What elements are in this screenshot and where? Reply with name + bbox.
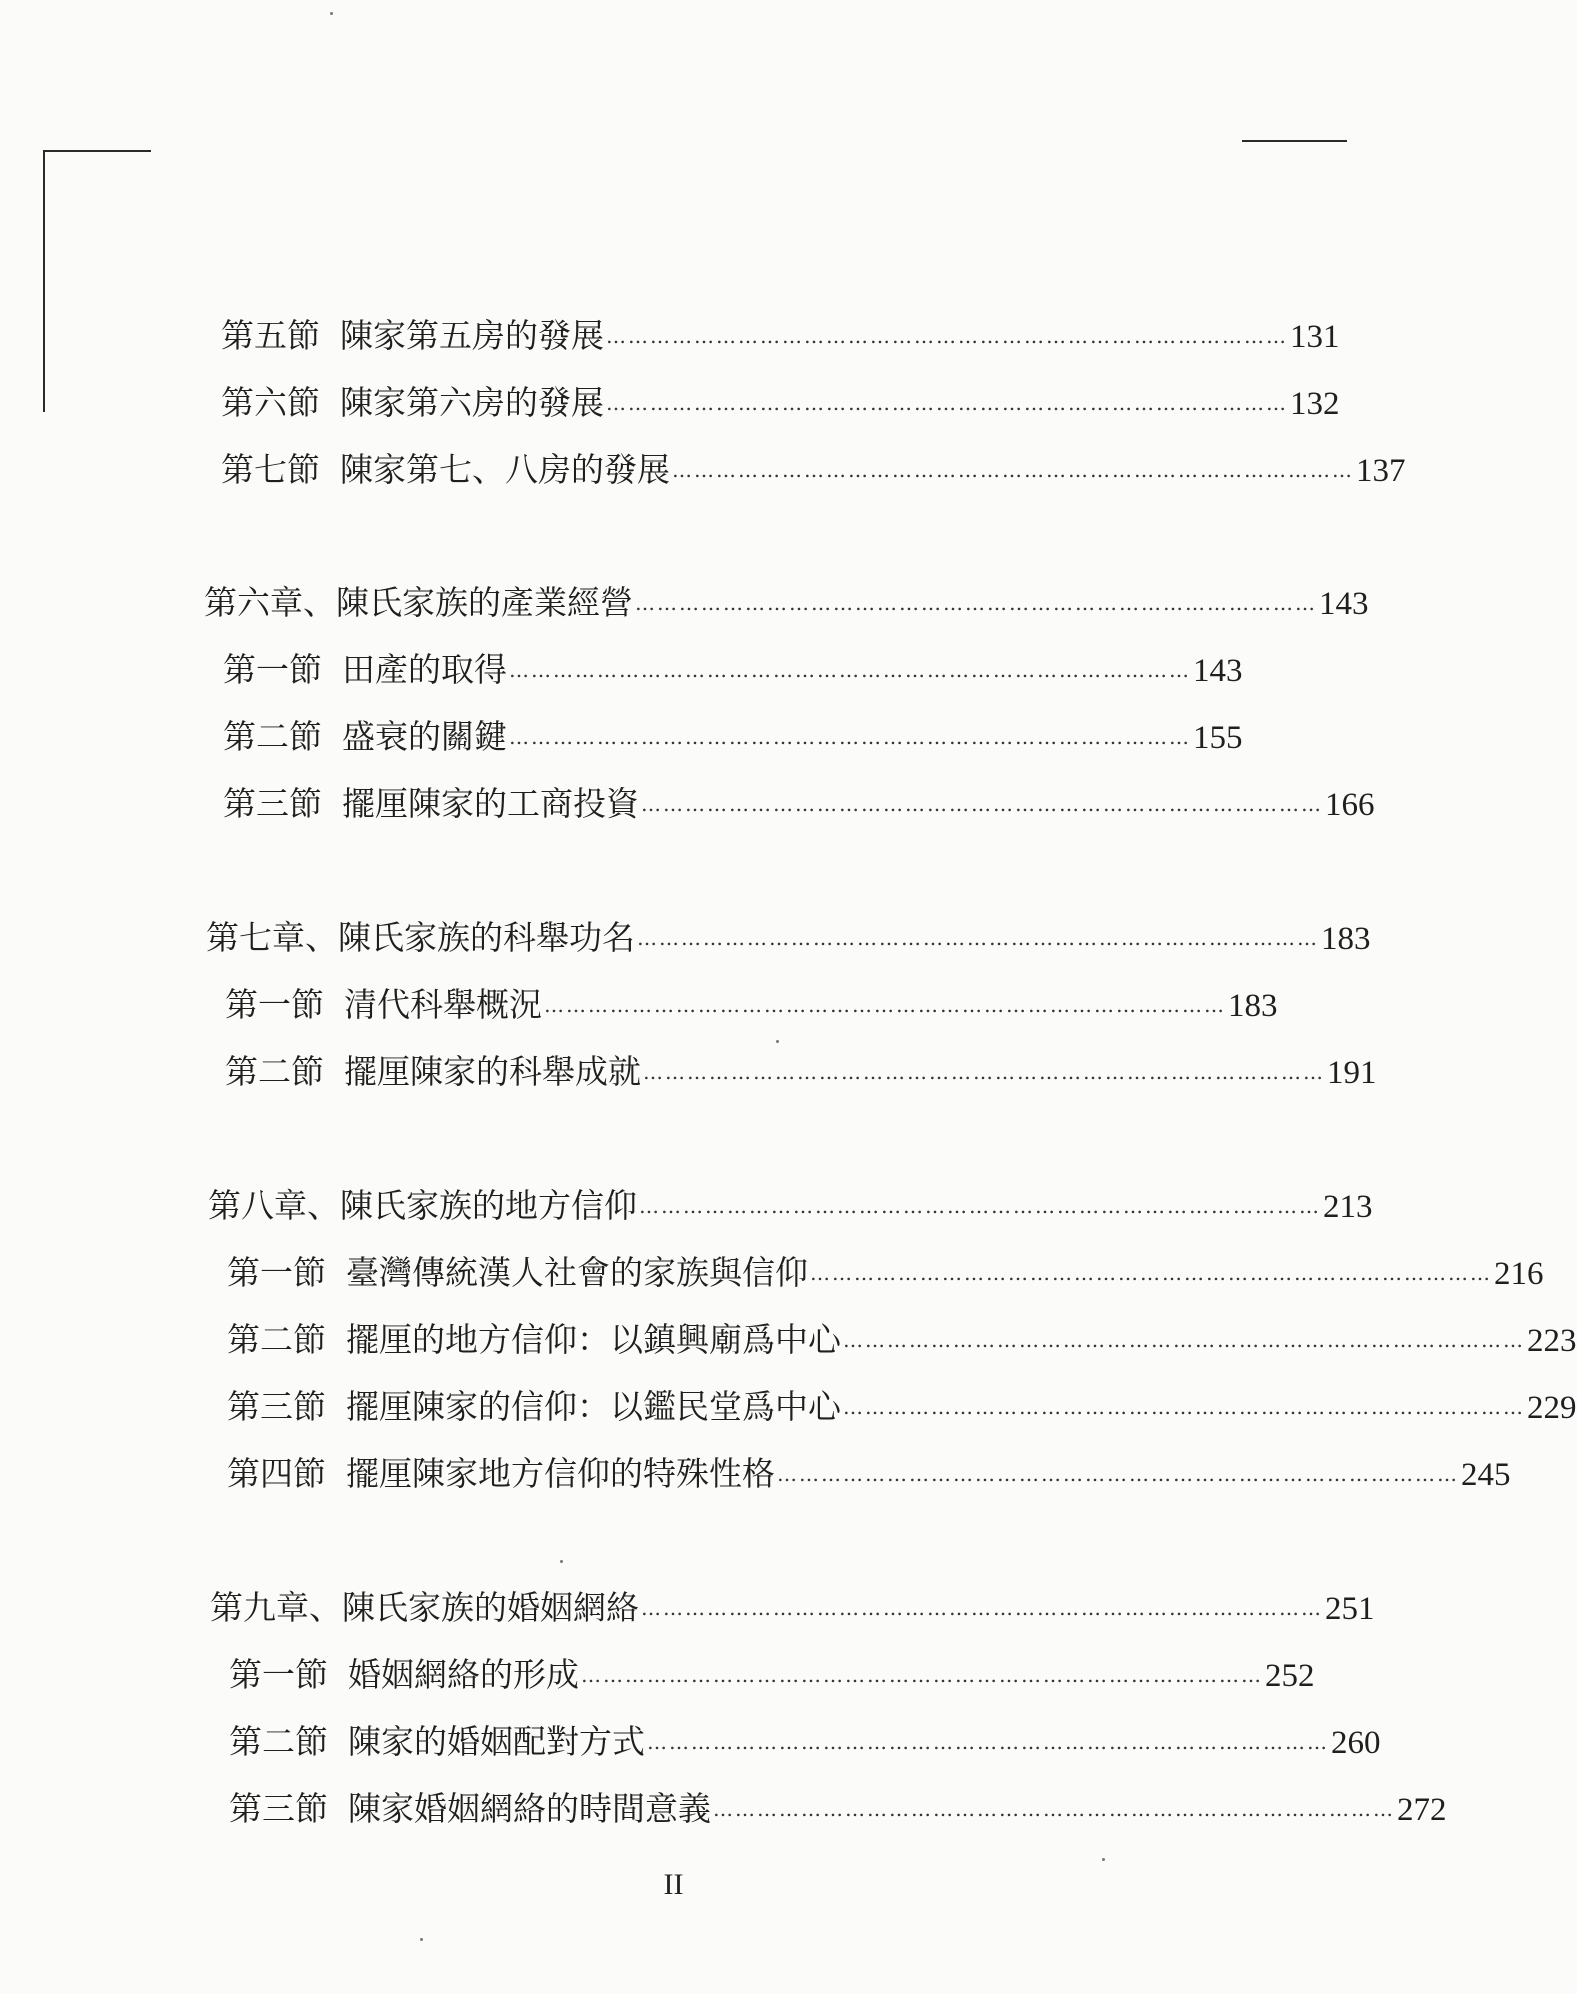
- toc-entry-chapter[interactable]: [204, 573, 1369, 633]
- toc-entry-section[interactable]: [225, 1042, 1377, 1102]
- section-number: 第七節: [221, 450, 320, 489]
- dot-leader: …………………………………………………………………………………: [509, 725, 1191, 749]
- page-number: 223: [1527, 1323, 1577, 1359]
- section-number: 第一節: [227, 1253, 326, 1292]
- toc-entry-label: [229, 1712, 645, 1772]
- section-title: 陳家第六房的發展: [340, 383, 604, 422]
- dot-leader: …………………………………………………………………………………: [843, 1395, 1525, 1419]
- section-title: 陳家婚姻網絡的時間意義: [348, 1789, 711, 1828]
- page-number: 143: [1319, 586, 1369, 622]
- toc-entry-section[interactable]: [229, 1712, 1381, 1772]
- toc-entry-label: [225, 1042, 641, 1102]
- section-number: 第六節: [221, 383, 320, 422]
- page-number: 183: [1228, 988, 1278, 1024]
- dot-leader: …………………………………………………………………………………: [544, 993, 1226, 1017]
- page-folio: II: [663, 1868, 684, 1901]
- toc-entry-section[interactable]: [223, 640, 1243, 700]
- dot-leader: …………………………………………………………………………………: [843, 1328, 1525, 1352]
- section-title: 陳家第七、八房的發展: [340, 450, 670, 489]
- section-number: 第三節: [223, 784, 322, 823]
- section-number: 第三節: [227, 1387, 326, 1426]
- page-number: 216: [1494, 1256, 1544, 1292]
- toc-entry-chapter[interactable]: [206, 908, 1371, 968]
- toc-entry-section[interactable]: [221, 373, 1340, 433]
- dot-leader: …………………………………………………………………………………: [643, 1060, 1325, 1084]
- section-number: 第三節: [229, 1789, 328, 1828]
- page-number: 137: [1356, 453, 1406, 489]
- section-title: 盛衰的關鍵: [342, 717, 507, 756]
- section-title: 田產的取得: [342, 650, 507, 689]
- scan-speck: [330, 12, 333, 15]
- page-number: 251: [1325, 1591, 1375, 1627]
- chapter-title: 第八章、陳氏家族的地方信仰: [208, 1186, 637, 1225]
- section-number: 第四節: [227, 1454, 326, 1493]
- section-title: 擺厘陳家地方信仰的特殊性格: [346, 1454, 775, 1493]
- dot-leader: …………………………………………………………………………………: [810, 1261, 1492, 1285]
- chapter-title: 第七章、陳氏家族的科舉功名: [206, 918, 635, 957]
- page-number: 213: [1323, 1189, 1373, 1225]
- toc-entry-label: [221, 306, 604, 366]
- dot-leader: …………………………………………………………………………………: [509, 658, 1191, 682]
- page-number: 131: [1290, 319, 1340, 355]
- page-number: 245: [1461, 1457, 1511, 1493]
- dot-leader: …………………………………………………………………………………: [672, 458, 1354, 482]
- dot-leader: …………………………………………………………………………………: [777, 1462, 1459, 1486]
- section-title: 臺灣傳統漢人社會的家族與信仰: [346, 1253, 808, 1292]
- section-title: 擺厘陳家的工商投資: [342, 784, 639, 823]
- section-number: 第五節: [221, 316, 320, 355]
- section-number: 第二節: [225, 1052, 324, 1091]
- page-number: 229: [1527, 1390, 1577, 1426]
- toc-entry-section[interactable]: [223, 774, 1375, 834]
- toc-entry-label: [223, 707, 507, 767]
- page-number: 191: [1327, 1055, 1377, 1091]
- toc-entry-section[interactable]: [225, 975, 1278, 1035]
- scan-speck: [776, 1040, 779, 1043]
- page-number: 166: [1325, 787, 1375, 823]
- toc-entry-section[interactable]: [227, 1444, 1511, 1504]
- toc-entry-section[interactable]: [229, 1779, 1447, 1839]
- section-title: 擺厘陳家的信仰：以鑑民堂爲中心: [346, 1387, 841, 1426]
- section-title: 清代科舉概況: [344, 985, 542, 1024]
- page-number: 272: [1397, 1792, 1447, 1828]
- toc-entry-label: [227, 1243, 808, 1303]
- section-number: 第二節: [229, 1722, 328, 1761]
- page-number: 252: [1265, 1658, 1315, 1694]
- page-number: 155: [1193, 720, 1243, 756]
- toc-entry-section[interactable]: [227, 1310, 1577, 1370]
- section-number: 第二節: [223, 717, 322, 756]
- dot-leader: …………………………………………………………………………………: [635, 591, 1317, 615]
- section-number: 第一節: [229, 1655, 328, 1694]
- toc-entry-section[interactable]: [227, 1243, 1544, 1303]
- toc-entry-section[interactable]: [227, 1377, 1577, 1437]
- section-title: 陳家第五房的發展: [340, 316, 604, 355]
- chapter-title: 第六章、陳氏家族的產業經營: [204, 583, 633, 622]
- page-number: 132: [1290, 386, 1340, 422]
- toc-entry-label: [229, 1645, 579, 1705]
- scan-speck: [420, 1938, 423, 1941]
- toc-entry-label: [223, 640, 507, 700]
- section-title: 擺厘陳家的科舉成就: [344, 1052, 641, 1091]
- toc-entry-label: [223, 774, 639, 834]
- section-title: 陳家的婚姻配對方式: [348, 1722, 645, 1761]
- toc-entry-label: [229, 1779, 711, 1839]
- dot-leader: …………………………………………………………………………………: [713, 1797, 1395, 1821]
- chapter-title: 第九章、陳氏家族的婚姻網絡: [210, 1588, 639, 1627]
- section-title: 婚姻網絡的形成: [348, 1655, 579, 1694]
- dot-leader: …………………………………………………………………………………: [637, 926, 1319, 950]
- section-number: 第一節: [223, 650, 322, 689]
- dot-leader: …………………………………………………………………………………: [641, 1596, 1323, 1620]
- dot-leader: …………………………………………………………………………………: [639, 1194, 1321, 1218]
- toc-entry-label: [227, 1377, 841, 1437]
- page-number: 260: [1331, 1725, 1381, 1761]
- section-number: 第二節: [227, 1320, 326, 1359]
- toc-entry-chapter[interactable]: [208, 1176, 1373, 1236]
- toc-entry-section[interactable]: [229, 1645, 1315, 1705]
- scan-speck: [560, 1560, 563, 1563]
- section-title: 擺厘的地方信仰：以鎮興廟爲中心: [346, 1320, 841, 1359]
- toc-entry-section[interactable]: [223, 707, 1243, 767]
- toc-entry-section[interactable]: [221, 440, 1406, 500]
- toc-entry-label: [225, 975, 542, 1035]
- scan-speck: [1102, 1858, 1105, 1861]
- dot-leader: …………………………………………………………………………………: [606, 391, 1288, 415]
- toc-entry-section[interactable]: [221, 306, 1340, 366]
- toc-entry-label: [221, 373, 604, 433]
- page-number: 143: [1193, 653, 1243, 689]
- page-number: 183: [1321, 921, 1371, 957]
- dot-leader: …………………………………………………………………………………: [581, 1663, 1263, 1687]
- dot-leader: …………………………………………………………………………………: [641, 792, 1323, 816]
- toc-entry-chapter[interactable]: [210, 1578, 1375, 1638]
- dot-leader: …………………………………………………………………………………: [606, 324, 1288, 348]
- toc-entry-label: [227, 1310, 841, 1370]
- dot-leader: …………………………………………………………………………………: [647, 1730, 1329, 1754]
- section-number: 第一節: [225, 985, 324, 1024]
- toc-entry-label: [221, 440, 670, 500]
- toc-entry-label: [227, 1444, 775, 1504]
